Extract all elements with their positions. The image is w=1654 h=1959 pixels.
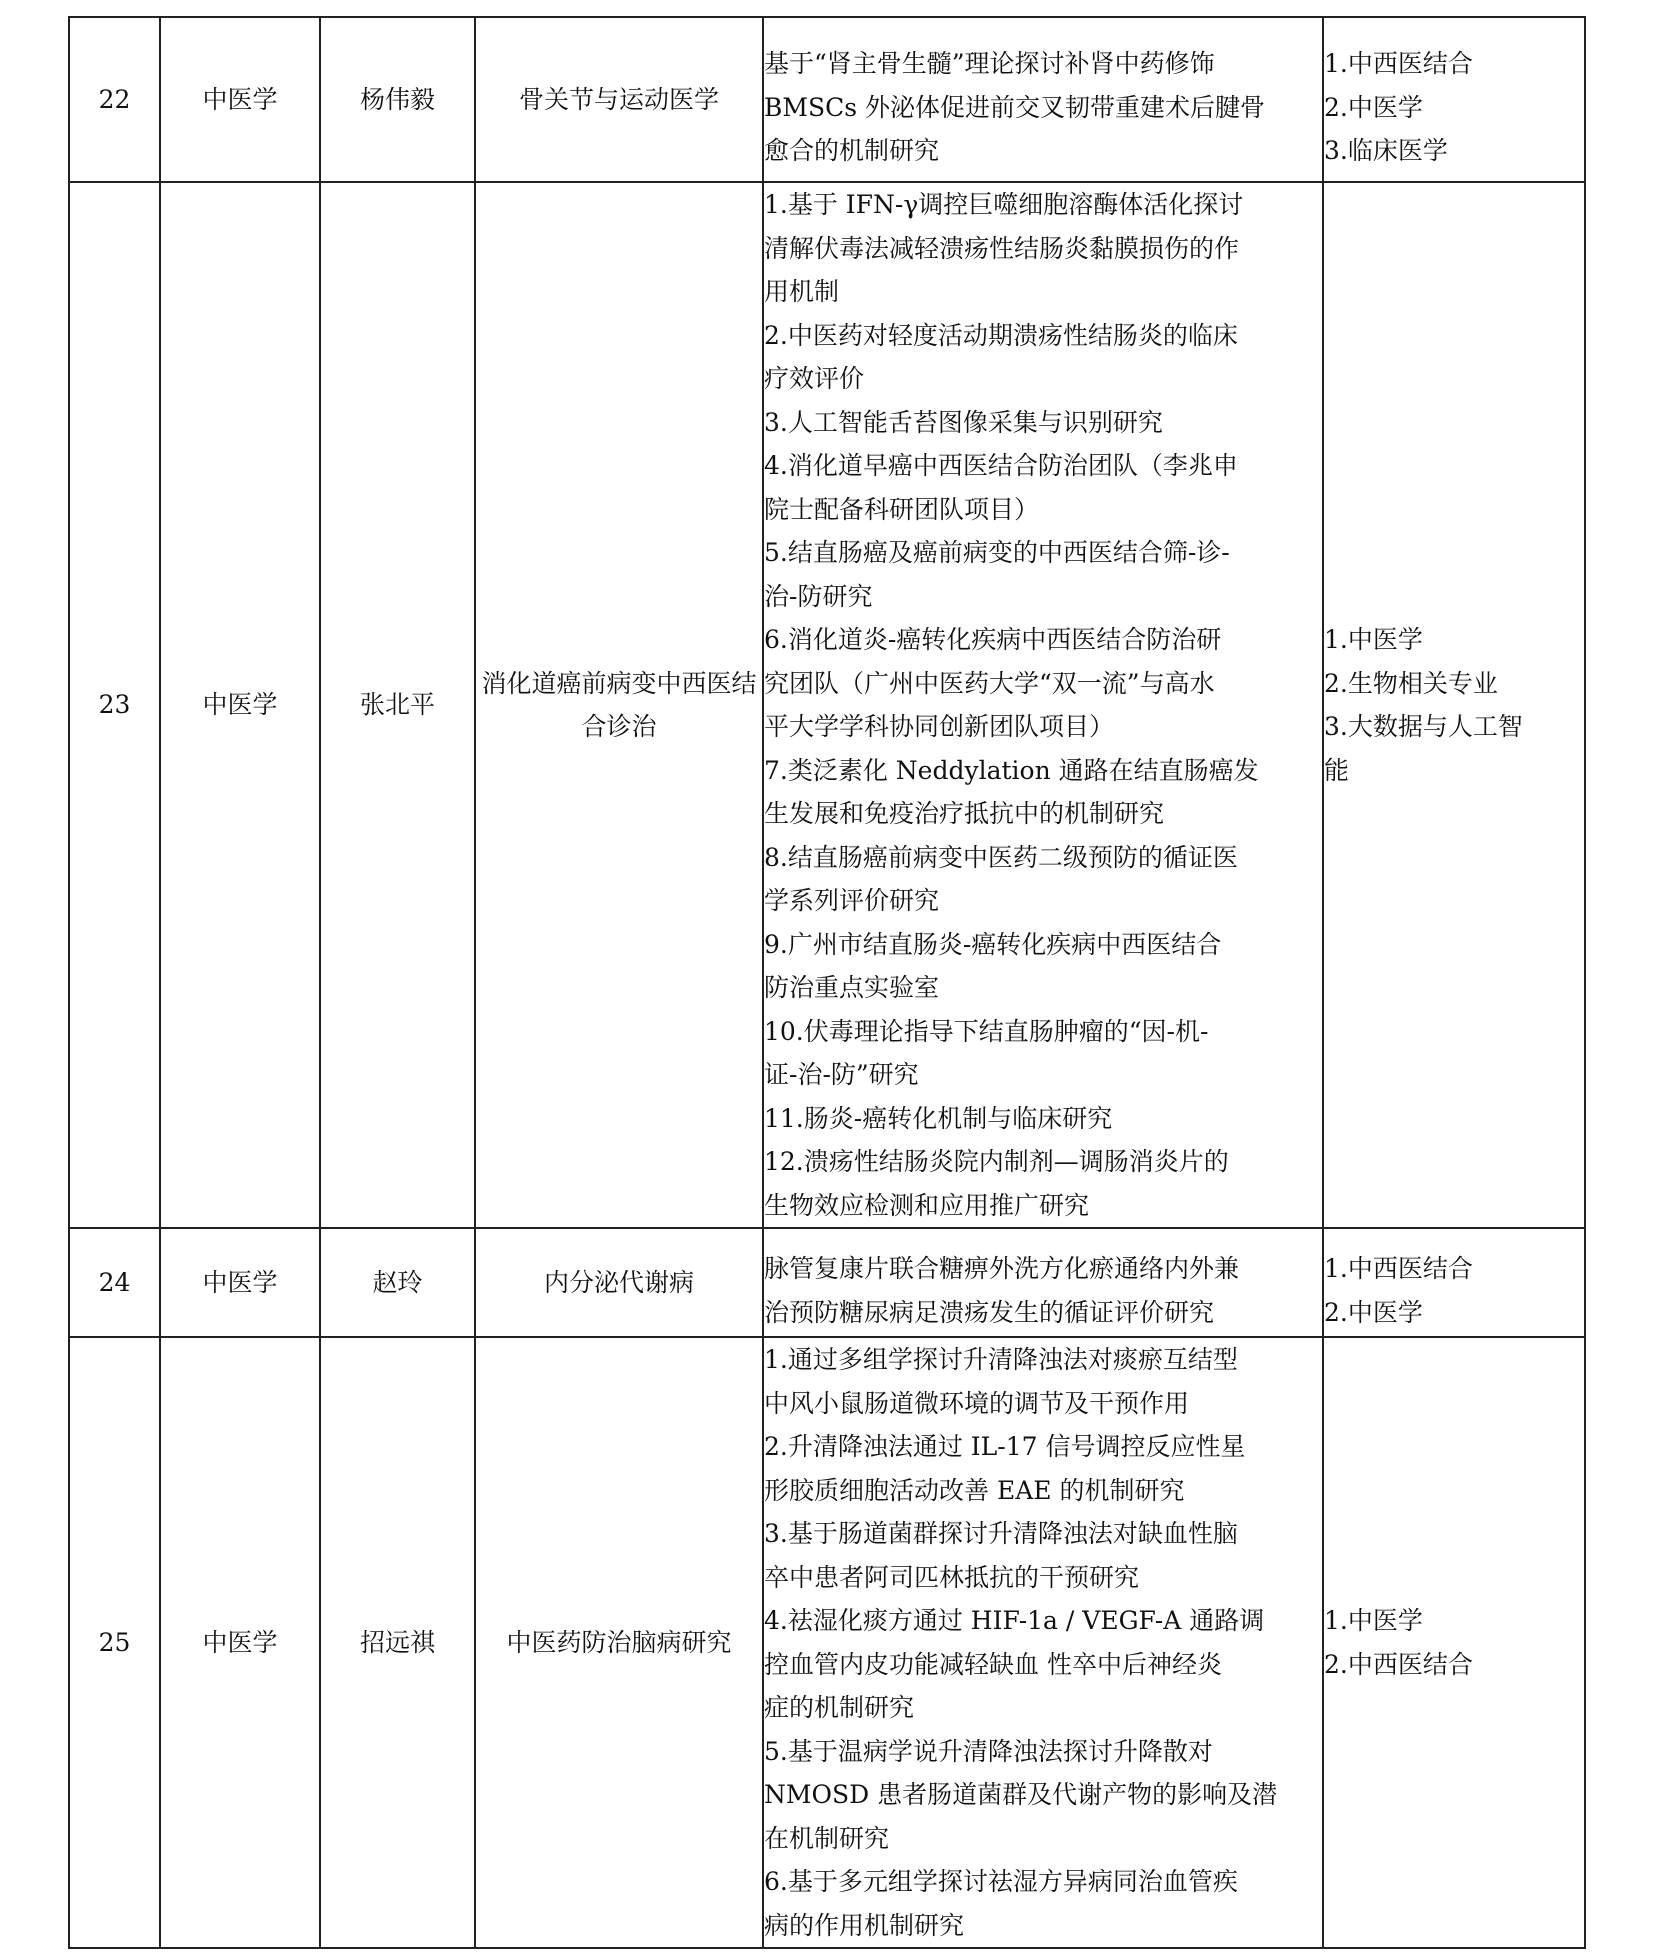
- topic-line: 12.溃疡性结肠炎院内制剂—调肠消炎片的: [764, 1147, 1229, 1176]
- topic-line: 2.中医药对轻度活动期溃疡性结肠炎的临床: [764, 320, 1238, 350]
- topic-line: 卒中患者阿司匹林抵抗的干预研究: [764, 1562, 1140, 1592]
- topic-line: 病的作用机制研究: [764, 1910, 965, 1940]
- tutor-name: 招远祺: [320, 1337, 475, 1948]
- major-line: 2.中医学: [1324, 92, 1423, 122]
- topic-line: 生物效应检测和应用推广研究: [764, 1190, 1090, 1220]
- topic-line: 11.肠炎-癌转化机制与临床研究: [764, 1103, 1113, 1133]
- topic-line: BMSCs 外泌体促进前交叉韧带重建术后腱骨: [764, 92, 1266, 122]
- major-line: 3.临床医学: [1324, 136, 1448, 166]
- topic-line: 学系列评价研究: [764, 886, 940, 915]
- major-line: 1.中医学: [1324, 1606, 1423, 1635]
- subject-cell: 中医学: [160, 182, 320, 1228]
- research-direction: 内分泌代谢病: [475, 1228, 763, 1337]
- topic-line: 8.结直肠癌前病变中医药二级预防的循证医: [764, 842, 1238, 872]
- research-topics: [763, 17, 1323, 182]
- enrollment-majors: [1323, 182, 1585, 1228]
- major-line: 2.中西医结合: [1324, 1649, 1473, 1679]
- subject-cell: 中医学: [160, 17, 320, 182]
- topic-line: 3.人工智能舌苔图像采集与识别研究: [764, 407, 1163, 437]
- topic-line: 10.伏毒理论指导下结直肠肿瘤的“因-机-: [764, 1016, 1209, 1046]
- row-number: 24: [69, 1228, 160, 1337]
- topic-line: 症的机制研究: [764, 1693, 915, 1722]
- topic-line: 究团队（广州中医药大学“双一流”与高水: [764, 668, 1215, 698]
- topic-line: 基于“肾主骨生髓”理论探讨补肾中药修饰: [764, 49, 1215, 79]
- topic-line: 院士配备科研团队项目）: [764, 494, 1040, 524]
- topic-line: 4.祛湿化痰方通过 HIF-1a / VEGF-A 通路调: [764, 1606, 1265, 1635]
- topic-line: NMOSD 患者肠道菌群及代谢产物的影响及潜: [764, 1780, 1278, 1809]
- topic-line: 生发展和免疫治疗抵抗中的机制研究: [764, 799, 1165, 828]
- subject-cell: 中医学: [160, 1228, 320, 1337]
- tutor-name: 赵玲: [320, 1228, 475, 1337]
- topic-line: 脉管复康片联合糖痹外洗方化瘀通络内外兼: [764, 1254, 1240, 1283]
- topic-line: 7.类泛素化 Neddylation 通路在结直肠癌发: [764, 755, 1259, 785]
- enrollment-majors: [1323, 1337, 1585, 1948]
- major-line: 2.中医学: [1324, 1297, 1423, 1327]
- research-direction: 消化道癌前病变中西医结合诊治: [475, 182, 763, 1228]
- table-body: [69, 17, 1585, 1948]
- research-topics: [763, 182, 1323, 1228]
- row-number: 23: [69, 182, 160, 1228]
- topic-line: 清解伏毒法减轻溃疡性结肠炎黏膜损伤的作: [764, 233, 1240, 263]
- major-line: 1.中西医结合: [1324, 1254, 1473, 1283]
- topic-line: 3.基于肠道菌群探讨升清降浊法对缺血性脑: [764, 1519, 1238, 1548]
- topic-line: 形胶质细胞活动改善 EAE 的机制研究: [764, 1475, 1185, 1505]
- research-topics: [763, 1337, 1323, 1948]
- topic-line: 愈合的机制研究: [764, 136, 940, 166]
- research-direction: 中医药防治脑病研究: [475, 1337, 763, 1948]
- topic-line: 治预防糖尿病足溃疡发生的循证评价研究: [764, 1297, 1215, 1327]
- major-line: 能: [1324, 755, 1350, 785]
- row-number: 25: [69, 1337, 160, 1948]
- subject-cell: 中医学: [160, 1337, 320, 1948]
- topic-line: 1.通过多组学探讨升清降浊法对痰瘀互结型: [764, 1345, 1238, 1374]
- topic-line: 6.基于多元组学探讨祛湿方异病同治血管疾: [764, 1867, 1238, 1896]
- topic-line: 控血管内皮功能减轻缺血 性卒中后神经炎: [764, 1649, 1222, 1679]
- table-row: [69, 182, 1585, 1228]
- topic-line: 2.升清降浊法通过 IL-17 信号调控反应性星: [764, 1432, 1246, 1461]
- topic-line: 在机制研究: [764, 1823, 890, 1853]
- table-row: [69, 17, 1585, 182]
- topic-line: 6.消化道炎-癌转化疾病中西医结合防治研: [764, 625, 1222, 654]
- enrollment-majors: [1323, 17, 1585, 182]
- research-topics: [763, 1228, 1323, 1337]
- table-row: [69, 1228, 1585, 1337]
- tutor-name: 张北平: [320, 182, 475, 1228]
- major-line: 1.中医学: [1324, 625, 1423, 654]
- topic-line: 9.广州市结直肠炎-癌转化疾病中西医结合: [764, 929, 1222, 959]
- tutor-topic-table: [68, 16, 1586, 1949]
- table-row: [69, 1337, 1585, 1948]
- research-direction: 骨关节与运动医学: [475, 17, 763, 182]
- major-line: 1.中西医结合: [1324, 49, 1473, 79]
- tutor-name: 杨伟毅: [320, 17, 475, 182]
- topic-line: 5.结直肠癌及癌前病变的中西医结合筛-诊-: [764, 538, 1230, 567]
- topic-line: 证-治-防”研究: [764, 1060, 919, 1089]
- topic-line: 4.消化道早癌中西医结合防治团队（李兆申: [764, 451, 1238, 480]
- topic-line: 平大学学科协同创新团队项目）: [764, 712, 1115, 741]
- topic-line: 1.基于 IFN-γ调控巨噬细胞溶酶体活化探讨: [764, 190, 1244, 219]
- topic-line: 治-防研究: [764, 581, 873, 611]
- topic-line: 用机制: [764, 277, 840, 306]
- enrollment-majors: [1323, 1228, 1585, 1337]
- topic-line: 疗效评价: [764, 364, 865, 393]
- topic-line: 中风小鼠肠道微环境的调节及干预作用: [764, 1388, 1190, 1418]
- topic-line: 5.基于温病学说升清降浊法探讨升降散对: [764, 1736, 1213, 1766]
- major-line: 3.大数据与人工智: [1324, 712, 1523, 741]
- row-number: 22: [69, 17, 160, 182]
- topic-line: 防治重点实验室: [764, 973, 940, 1002]
- major-line: 2.生物相关专业: [1324, 668, 1498, 698]
